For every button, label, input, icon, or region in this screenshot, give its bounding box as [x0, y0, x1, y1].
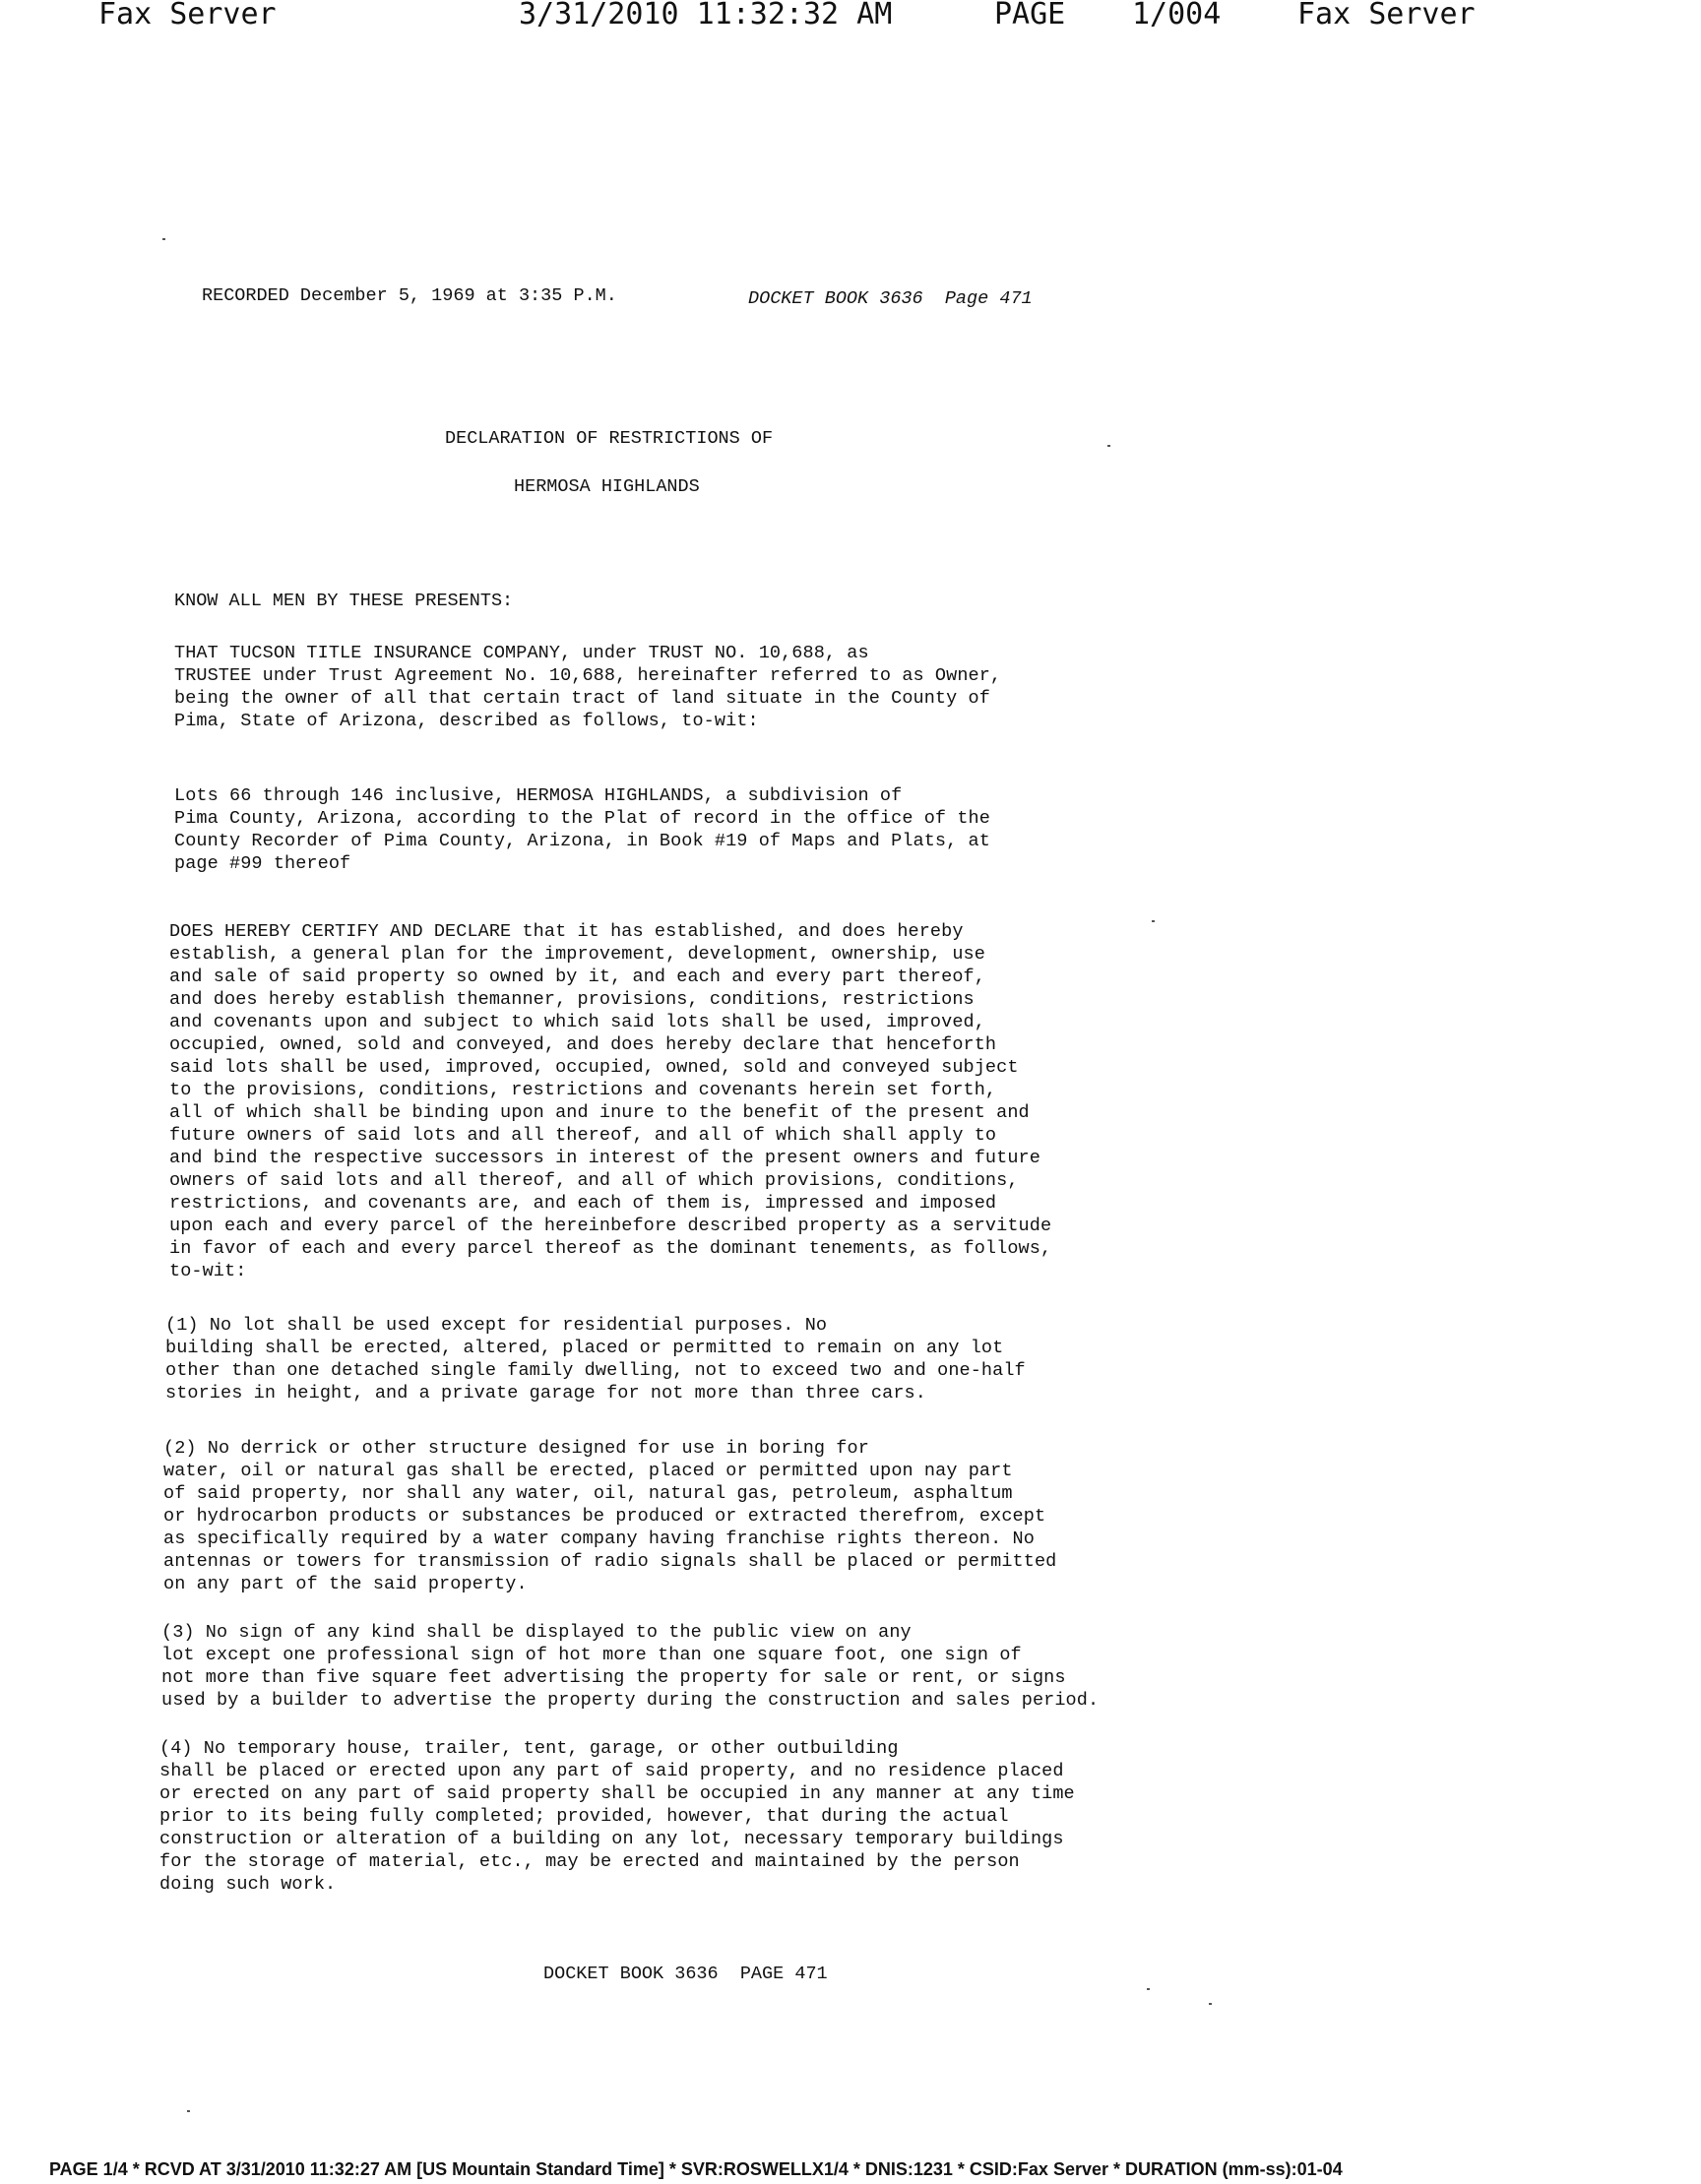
scan-speck — [187, 2110, 190, 2112]
scan-speck — [1152, 920, 1155, 922]
fax-header-right: Fax Server — [1297, 0, 1476, 31]
fax-header-page-number: 1/004 — [1132, 0, 1222, 31]
scan-speck — [1147, 1988, 1150, 1990]
restriction-clause-4: (4) No temporary house, trailer, tent, garage, or other outbuilding shall be placed or erected upon any part of said property, and no residence placed or erected on any part of said property shall be occupied in any manner at any time prior to its being fully completed; provided, however, that during the actual construction or alteration of a building on any lot, necessary temporary buildings for the storage of material, etc., may be erected and maintained by the person doing such work. — [159, 1738, 1075, 1895]
restriction-clause-2: (2) No derrick or other structure designed for use in boring for water, oil or natural gas shall be erected, placed or permitted upon nay part of said property, nor shall any water, oil, natural gas, petroleum, asphaltum or hydrocarbon products or substances be produced or extracted therefrom, except as specifically required by a water company having franchise rights thereon. No antennas or towers for transmission of radio signals shall be placed or permitted on any part of the said property. — [163, 1438, 1057, 1594]
recorded-line: RECORDED December 5, 1969 at 3:35 P.M. — [202, 285, 617, 306]
fax-header-page-label: PAGE — [994, 0, 1066, 31]
scan-speck — [162, 238, 165, 240]
docket-reference-bottom: DOCKET BOOK 3636 PAGE 471 — [543, 1964, 828, 1984]
declaration-paragraph: DOES HEREBY CERTIFY AND DECLARE that it has established, and does hereby establish, a general plan for the improvement, development, ownership, use and sale of said property so owned by it, and each and every part thereof, and does hereby establish themanner, provisions, conditions, restrictions and covenants upon and subject to which said lots shall be used, improved, occupied, owned, sold and conveyed, and does hereby declare that henceforth said lots shall be used, improved, occupied, owned, sold and conveyed subject to the provisions, conditions, restrictions and covenants herein set forth, all of which shall be binding upon and inure to the benefit of the present and future owners of said lots and all thereof, and all of which shall apply to and bind the respective successors in interest of the present owners and future owners of said lots and all thereof, and all of which provisions, conditions, restrictions, and covenants are, and each of them is, impressed and imposed upon each and every parcel of the hereinbefore described property as a servitude in favor of each and every parcel thereof as the dominant tenements, as follows, to-wit: — [169, 921, 1052, 1281]
document-title-line-2: HERMOSA HIGHLANDS — [514, 476, 700, 497]
scan-speck — [1107, 445, 1110, 447]
fax-header — [0, 0, 1701, 33]
fax-header-left: Fax Server — [98, 0, 277, 31]
scan-speck — [1209, 2003, 1212, 2005]
restriction-clause-3: (3) No sign of any kind shall be displayed to the public view on any lot except one professional sign of hot more than one square foot, one sign of not more than five square feet advertising the property for sale or rent, or signs used by a builder to advertise the property during the construction and sales period. — [161, 1622, 1100, 1711]
trustee-paragraph: THAT TUCSON TITLE INSURANCE COMPANY, under TRUST NO. 10,688, as TRUSTEE under Trust Agreement No. 10,688, hereinafter referred to as Owner, being the owner of all that certain tract of land situate in the County of Pima, State of Arizona, described as follows, to-wit: — [174, 643, 1002, 731]
docket-reference-top: DOCKET BOOK 3636 Page 471 — [748, 288, 1033, 309]
lots-description-paragraph: Lots 66 through 146 inclusive, HERMOSA HIGHLANDS, a subdivision of Pima County, Arizona, according to the Plat of record in the office of the County Recorder of Pima County, Arizona, in Book #19 of Maps and Plats, at page #99 thereof — [174, 785, 990, 874]
know-all-heading: KNOW ALL MEN BY THESE PRESENTS: — [174, 591, 514, 611]
fax-header-datetime: 3/31/2010 11:32:32 AM — [519, 0, 893, 31]
fax-footer-transmission-line: PAGE 1/4 * RCVD AT 3/31/2010 11:32:27 AM [US Mountain Standard Time] * SVR:ROSWELLX1/4 * DNIS:1231 * CSID:Fax Server * DURATION (mm-ss):01-04 — [49, 2159, 1343, 2179]
document-title-line-1: DECLARATION OF RESTRICTIONS OF — [445, 428, 774, 449]
restriction-clause-1: (1) No lot shall be used except for residential purposes. No building shall be erected, altered, placed or permitted to remain on any lot other than one detached single family dwelling, not to exceed two and one-half stories in height, and a private garage for not more than three cars. — [165, 1315, 1026, 1404]
